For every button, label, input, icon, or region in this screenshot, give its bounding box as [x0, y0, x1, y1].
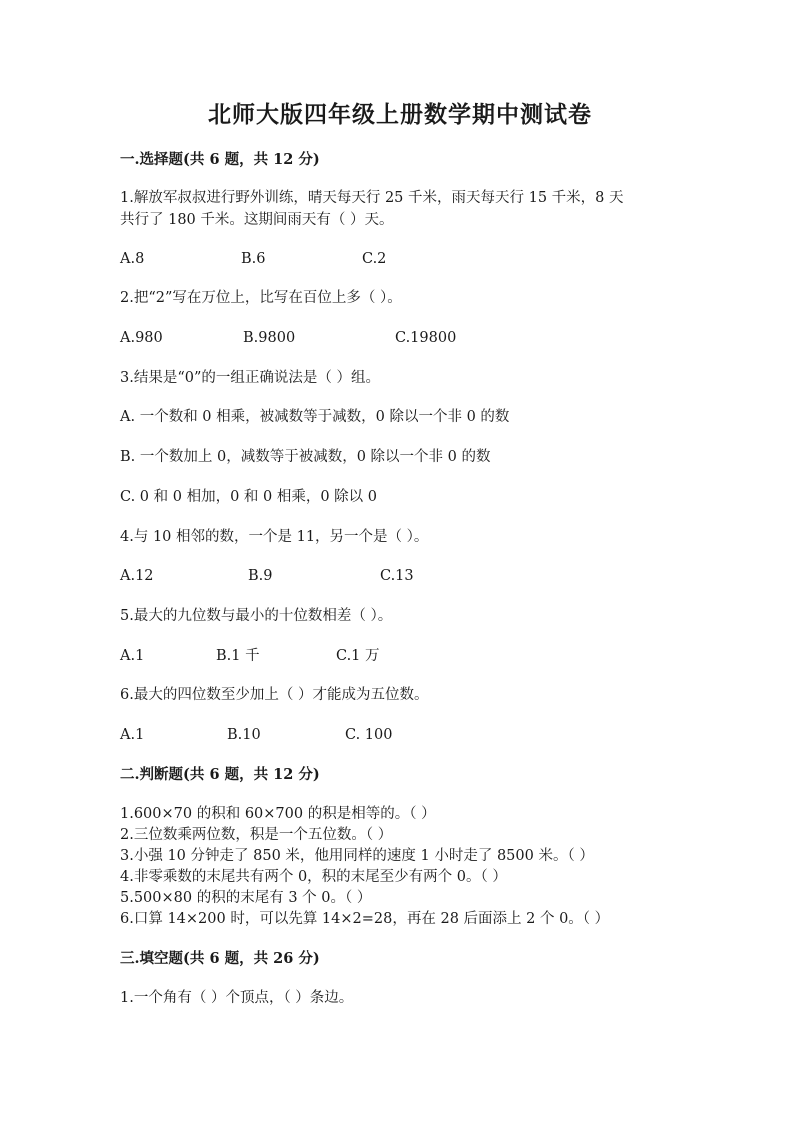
page-title: 北师大版四年级上册数学期中测试卷: [208, 101, 592, 128]
question-text: 1.解放军叔叔进行野外训练，晴天每天行 25 千米，雨天每天行 15 千米，8 天: [120, 190, 624, 206]
option-c: C.13: [380, 568, 414, 584]
option-c: C.1 万: [336, 648, 380, 664]
option-a: A.1: [120, 727, 145, 743]
question-text: 6.最大的四位数至少加上（ ）才能成为五位数。: [120, 687, 429, 703]
judge-item: 1.600×70 的积和 60×700 的积是相等的。（ ）: [120, 806, 436, 822]
question-text: 共行了 180 千米。这期间雨天有（ ）天。: [120, 212, 394, 228]
option-b: B.1 千: [216, 648, 260, 664]
option-a: A.1: [120, 648, 145, 664]
option-c: C. 100: [345, 727, 393, 743]
judge-item: 3.小强 10 分钟走了 850 米，他用同样的速度 1 小时走了 8500 米。（ ）: [120, 848, 594, 864]
judge-item: 4.非零乘数的末尾共有两个 0，积的末尾至少有两个 0。（ ）: [120, 869, 507, 885]
option-b: B.9800: [243, 330, 296, 346]
option-b: B.6: [241, 251, 266, 267]
judge-item: 6.口算 14×200 时，可以先算 14×2=28，再在 28 后面添上 2 个 0。（ ）: [120, 911, 610, 927]
option-a: A. 一个数和 0 相乘，被减数等于减数，0 除以一个非 0 的数: [120, 409, 510, 425]
section-heading-fill: 三.填空题(共 6 题，共 26 分): [120, 950, 320, 967]
option-a: A.8: [120, 251, 145, 267]
option-a: A.12: [120, 568, 154, 584]
option-b: B.10: [227, 727, 261, 743]
section-heading-judge: 二.判断题(共 6 题，共 12 分): [120, 766, 320, 783]
question-text: 2.把“2”写在万位上，比写在百位上多（ ）。: [120, 290, 402, 306]
option-c: C.19800: [395, 330, 457, 346]
section-heading-choice: 一.选择题(共 6 题，共 12 分): [120, 151, 320, 168]
judge-item: 5.500×80 的积的末尾有 3 个 0。（ ）: [120, 890, 372, 906]
question-text: 4.与 10 相邻的数，一个是 11，另一个是（ ）。: [120, 529, 429, 545]
judge-item: 2.三位数乘两位数，积是一个五位数。（ ）: [120, 827, 393, 843]
option-b: B.9: [248, 568, 273, 584]
option-c: C. 0 和 0 相加，0 和 0 相乘，0 除以 0: [120, 489, 378, 505]
option-a: A.980: [120, 330, 163, 346]
option-c: C.2: [362, 251, 387, 267]
option-b: B. 一个数加上 0，减数等于被减数，0 除以一个非 0 的数: [120, 449, 491, 465]
question-text: 3.结果是“0”的一组正确说法是（ ）组。: [120, 370, 380, 386]
question-text: 1.一个角有（ ）个顶点，（ ）条边。: [120, 990, 354, 1006]
question-text: 5.最大的九位数与最小的十位数相差（ ）。: [120, 608, 393, 624]
